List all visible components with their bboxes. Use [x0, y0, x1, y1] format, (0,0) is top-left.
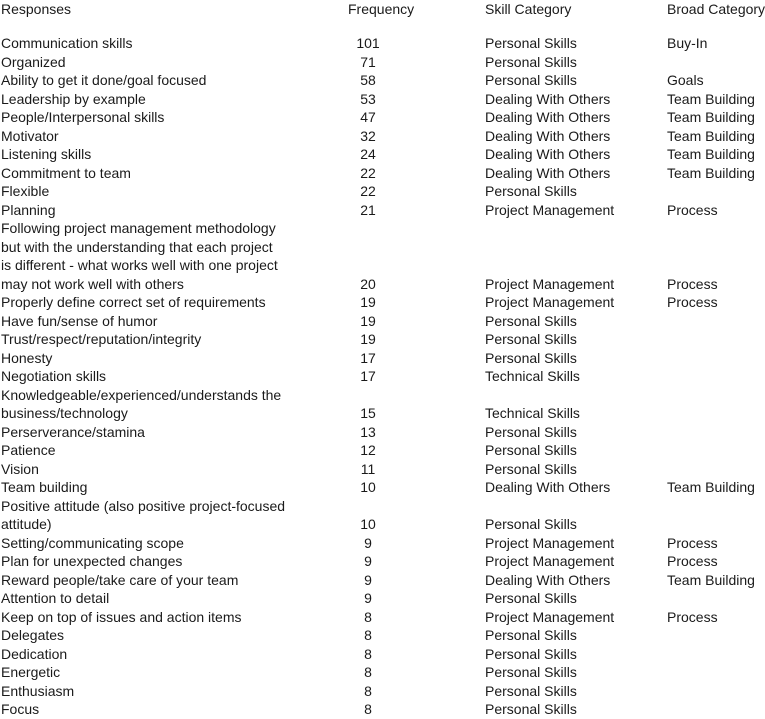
table-row [0, 293, 765, 312]
skill-category-cell: Personal Skills [485, 183, 577, 199]
frequency-cell: 8 [364, 627, 372, 643]
table-row [0, 127, 765, 146]
frequency-cell: 17 [360, 349, 376, 366]
table-row [0, 90, 765, 109]
response-line: Motivator [1, 127, 59, 144]
table-row [0, 571, 765, 590]
skill-category-cell: Project Management [485, 275, 615, 292]
response-cell [1, 571, 346, 590]
frequency-cell: 10 [360, 479, 376, 495]
response-line: Ability to get it done/goal focused [1, 72, 207, 88]
skill-category-cell: Personal Skills [485, 442, 577, 458]
response-cell [1, 534, 346, 553]
table-row [0, 312, 765, 331]
skill-category-cell: Personal Skills [485, 331, 577, 347]
table-row [0, 441, 765, 460]
broad-category-cell: Process [667, 201, 718, 218]
table-row [0, 423, 765, 442]
frequency-cell: 11 [360, 460, 376, 477]
response-cell [1, 127, 346, 146]
table-row [0, 478, 765, 497]
response-line: Plan for unexpected changes [1, 553, 183, 569]
table-row [0, 53, 765, 72]
response-line: Commitment to team [1, 164, 131, 181]
response-cell [1, 589, 346, 608]
response-cell [1, 386, 346, 423]
skill-category-cell: Personal Skills [485, 53, 577, 70]
response-line: Honesty [1, 349, 53, 366]
response-line: Have fun/sense of humor [1, 312, 158, 329]
broad-category-cell: Buy-In [667, 35, 708, 51]
broad-category-cell: Goals [667, 72, 704, 88]
skill-category-cell: Personal Skills [485, 72, 577, 88]
skill-category-cell: Dealing With Others [485, 571, 611, 588]
response-line: Vision [1, 460, 39, 477]
skill-category-cell: Dealing With Others [485, 164, 611, 181]
response-line: Leadership by example [1, 90, 146, 107]
table-row [0, 108, 765, 127]
response-line: Positive attitude (also positive project-focused [1, 497, 286, 514]
broad-category-cell: Team Building [667, 146, 755, 162]
broad-category-cell: Team Building [667, 164, 755, 181]
header-frequency: Frequency [348, 1, 415, 17]
frequency-cell: 17 [360, 368, 376, 384]
response-line: People/Interpersonal skills [1, 109, 165, 125]
table-row [0, 330, 765, 349]
response-line: Flexible [1, 183, 50, 199]
broad-category-cell: Team Building [667, 571, 755, 588]
response-cell [1, 552, 346, 571]
table-row [0, 367, 765, 386]
response-cell [1, 108, 346, 127]
skill-category-cell: Personal Skills [485, 423, 577, 440]
response-cell [1, 53, 346, 72]
header-broad-category: Broad Category [667, 1, 765, 17]
broad-category-cell: Process [667, 608, 718, 625]
response-cell [1, 182, 346, 201]
response-cell [1, 441, 346, 460]
response-line: Following project management methodology [1, 220, 276, 236]
response-cell [1, 608, 346, 627]
response-cell [1, 460, 346, 479]
response-cell [1, 626, 346, 645]
response-line: business/technology [1, 405, 128, 421]
response-line: Keep on top of issues and action items [1, 608, 242, 625]
frequency-cell: 19 [360, 312, 376, 329]
response-cell [1, 34, 346, 53]
frequency-cell: 9 [364, 571, 372, 588]
response-cell [1, 71, 346, 90]
frequency-cell: 8 [364, 682, 372, 699]
skill-category-cell: Personal Skills [485, 627, 577, 643]
skill-category-cell: Personal Skills [485, 701, 577, 717]
frequency-cell: 13 [360, 423, 376, 440]
table-row [0, 534, 765, 553]
response-cell [1, 90, 346, 109]
frequency-cell: 53 [360, 90, 376, 107]
broad-category-cell: Team Building [667, 127, 755, 144]
response-cell [1, 312, 346, 331]
frequency-cell: 32 [360, 127, 376, 144]
table-row [0, 460, 765, 479]
skill-category-cell: Project Management [485, 534, 615, 551]
skill-category-cell: Project Management [485, 294, 615, 310]
broad-category-cell: Team Building [667, 90, 755, 107]
skill-category-cell: Dealing With Others [485, 146, 611, 162]
response-cell [1, 201, 346, 220]
skill-category-cell: Dealing With Others [485, 90, 611, 107]
response-cell [1, 497, 346, 534]
frequency-cell: 15 [360, 405, 376, 421]
response-cell [1, 164, 346, 183]
skill-category-cell: Personal Skills [485, 645, 577, 662]
response-cell [1, 663, 346, 682]
table-row [0, 386, 765, 423]
response-line: but with the understanding that each project [1, 238, 273, 255]
skill-category-cell: Personal Skills [485, 682, 577, 699]
frequency-cell: 8 [364, 664, 372, 680]
table-row [0, 682, 765, 701]
frequency-cell: 9 [364, 534, 372, 551]
frequency-cell: 24 [360, 146, 376, 162]
table-row [0, 700, 765, 719]
table-row [0, 497, 765, 534]
frequency-cell: 21 [360, 201, 376, 218]
frequency-cell: 101 [356, 35, 380, 51]
response-line: Negotiation skills [1, 368, 107, 384]
table-row [0, 71, 765, 90]
table-row [0, 349, 765, 368]
response-line: Listening skills [1, 146, 92, 162]
response-cell [1, 367, 346, 386]
response-line: Energetic [1, 664, 61, 680]
response-line: Reward people/take care of your team [1, 571, 239, 588]
response-cell [1, 330, 346, 349]
skill-category-cell: Personal Skills [485, 35, 577, 51]
response-line: Trust/respect/reputation/integrity [1, 331, 202, 347]
response-cell [1, 293, 346, 312]
skill-category-cell: Project Management [485, 608, 615, 625]
frequency-cell: 9 [364, 590, 372, 606]
frequency-cell: 10 [360, 516, 376, 532]
skill-category-cell: Personal Skills [485, 664, 577, 680]
skill-category-cell: Project Management [485, 201, 615, 218]
frequency-cell: 9 [364, 553, 372, 569]
frequency-cell: 12 [360, 442, 376, 458]
broad-category-cell: Process [667, 294, 718, 310]
table-row [0, 608, 765, 627]
skill-category-cell: Personal Skills [485, 590, 577, 606]
response-cell [1, 145, 346, 164]
frequency-cell: 8 [364, 645, 372, 662]
response-line: attitude) [1, 516, 52, 532]
broad-category-cell: Process [667, 275, 718, 292]
response-line: Dedication [1, 645, 68, 662]
frequency-cell: 20 [360, 275, 376, 292]
response-cell [1, 682, 346, 701]
response-cell [1, 478, 346, 497]
response-line: may not work well with others [1, 275, 184, 292]
table-row [0, 645, 765, 664]
frequency-cell: 22 [360, 183, 376, 199]
broad-category-cell: Process [667, 534, 718, 551]
frequency-cell: 8 [364, 701, 372, 717]
table-row [0, 182, 765, 201]
table-row [0, 34, 765, 53]
skill-category-cell: Personal Skills [485, 312, 577, 329]
response-cell [1, 700, 346, 719]
response-line: Enthusiasm [1, 682, 75, 699]
frequency-cell: 22 [360, 164, 376, 181]
response-cell [1, 645, 346, 664]
frequency-cell: 47 [360, 109, 376, 125]
table-row [0, 626, 765, 645]
table-row [0, 219, 765, 293]
skill-category-cell: Personal Skills [485, 460, 577, 477]
broad-category-cell: Team Building [667, 109, 755, 125]
response-line: Team building [1, 479, 88, 495]
broad-category-cell: Process [667, 553, 718, 569]
response-cell [1, 349, 346, 368]
table-header [0, 0, 765, 18]
header-responses: Responses [1, 1, 72, 17]
skill-category-cell: Project Management [485, 553, 615, 569]
response-line: Delegates [1, 627, 65, 643]
response-line: Perserverance/stamina [1, 423, 145, 440]
table-row [0, 589, 765, 608]
frequency-cell: 8 [364, 608, 372, 625]
table-row [0, 201, 765, 220]
table-row [0, 164, 765, 183]
table-row [0, 663, 765, 682]
response-line: Communication skills [1, 35, 133, 51]
frequency-cell: 19 [360, 331, 376, 347]
skill-category-cell: Dealing With Others [485, 127, 611, 144]
broad-category-cell: Team Building [667, 479, 755, 495]
skill-category-cell: Personal Skills [485, 516, 577, 532]
response-line: Properly define correct set of requirements [1, 294, 266, 310]
response-line: Setting/communicating scope [1, 534, 184, 551]
response-line: Focus [1, 701, 40, 717]
response-line: Attention to detail [1, 590, 110, 606]
skill-category-cell: Technical Skills [485, 368, 580, 384]
table-row [0, 552, 765, 571]
response-line: Patience [1, 442, 56, 458]
table-row [0, 145, 765, 164]
response-line: is different - what works well with one project [1, 257, 278, 273]
frequency-cell: 19 [360, 294, 376, 310]
frequency-cell: 58 [360, 72, 376, 88]
response-line: Planning [1, 201, 56, 218]
skill-category-cell: Dealing With Others [485, 479, 611, 495]
frequency-cell: 71 [360, 53, 376, 70]
skill-category-cell: Technical Skills [485, 405, 580, 421]
response-line: Knowledgeable/experienced/understands the [1, 386, 282, 403]
header-skill-category: Skill Category [485, 1, 572, 17]
skill-category-cell: Personal Skills [485, 349, 577, 366]
skill-category-cell: Dealing With Others [485, 109, 611, 125]
response-cell [1, 219, 346, 293]
response-cell [1, 423, 346, 442]
response-line: Organized [1, 53, 66, 70]
